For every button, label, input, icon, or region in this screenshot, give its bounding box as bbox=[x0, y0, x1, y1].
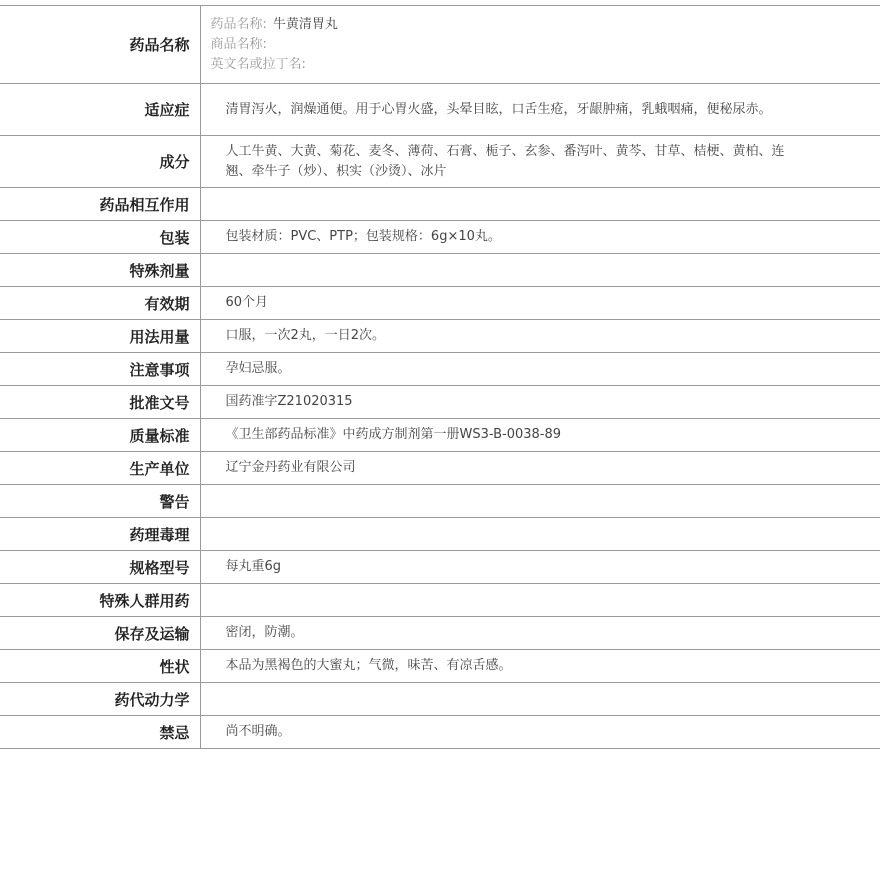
row-value: 《卫生部药品标准》中药成方制剂第一册WS3-B-0038-89 bbox=[200, 419, 880, 452]
row-label: 有效期 bbox=[0, 287, 200, 320]
row-label: 包装 bbox=[0, 221, 200, 254]
row-value bbox=[200, 584, 880, 617]
generic-name-key: 药品名称: bbox=[210, 16, 267, 32]
row-label: 成分 bbox=[0, 136, 200, 188]
row-storage bbox=[0, 617, 880, 650]
row-label: 用法用量 bbox=[0, 320, 200, 353]
row-label: 性状 bbox=[0, 650, 200, 683]
row-label: 特殊剂量 bbox=[0, 254, 200, 287]
row-pharmacokinetics bbox=[0, 683, 880, 716]
row-special-dosage bbox=[0, 254, 880, 287]
row-value: 包装材质：PVC、PTP；包装规格：6g×10丸。 bbox=[200, 221, 880, 254]
row-approval-number bbox=[0, 386, 880, 419]
row-pharmacology bbox=[0, 518, 880, 551]
row-value: 清胃泻火，润燥通便。用于心胃火盛，头晕目眩，口舌生疮，牙龈肿痛，乳蛾咽痛，便秘尿赤。 bbox=[200, 84, 880, 136]
row-contraindications bbox=[0, 716, 880, 749]
row-value bbox=[200, 254, 880, 287]
row-specification bbox=[0, 551, 880, 584]
row-value bbox=[200, 188, 880, 221]
drug-names-cell bbox=[200, 6, 880, 84]
row-label: 药代动力学 bbox=[0, 683, 200, 716]
row-interactions bbox=[0, 188, 880, 221]
row-value: 人工牛黄、大黄、菊花、麦冬、薄荷、石膏、栀子、玄参、番泻叶、黄芩、甘草、桔梗、黄柏、连翘、牵牛子（炒）、枳实（沙烫）、冰片 bbox=[200, 136, 880, 188]
row-value: 尚不明确。 bbox=[200, 716, 880, 749]
generic-name-line bbox=[211, 15, 791, 35]
row-value: 辽宁金丹药业有限公司 bbox=[200, 452, 880, 485]
row-warning bbox=[0, 485, 880, 518]
row-label: 批准文号 bbox=[0, 386, 200, 419]
row-value: 60个月 bbox=[200, 287, 880, 320]
english-name-line bbox=[211, 55, 791, 75]
row-value: 密闭，防潮。 bbox=[200, 617, 880, 650]
row-label: 禁忌 bbox=[0, 716, 200, 749]
row-shelf-life bbox=[0, 287, 880, 320]
row-value: 每丸重6g bbox=[200, 551, 880, 584]
row-value bbox=[200, 683, 880, 716]
row-value: 本品为黑褐色的大蜜丸；气微，味苦、有凉舌感。 bbox=[200, 650, 880, 683]
row-label: 警告 bbox=[0, 485, 200, 518]
row-label: 保存及运输 bbox=[0, 617, 200, 650]
row-value: 孕妇忌服。 bbox=[200, 353, 880, 386]
trade-name-key: 商品名称: bbox=[210, 36, 267, 52]
row-label: 适应症 bbox=[0, 84, 200, 136]
row-precautions bbox=[0, 353, 880, 386]
generic-name-value: 牛黄清胃丸 bbox=[272, 16, 338, 32]
row-drug-names bbox=[0, 6, 880, 84]
row-label: 注意事项 bbox=[0, 353, 200, 386]
row-quality-standard bbox=[0, 419, 880, 452]
drug-info-table bbox=[0, 5, 880, 749]
row-ingredients bbox=[0, 136, 880, 188]
row-label: 生产单位 bbox=[0, 452, 200, 485]
row-indications bbox=[0, 84, 880, 136]
row-label: 药品相互作用 bbox=[0, 188, 200, 221]
row-manufacturer bbox=[0, 452, 880, 485]
trade-name-line bbox=[211, 35, 791, 55]
row-dosage bbox=[0, 320, 880, 353]
row-label: 药理毒理 bbox=[0, 518, 200, 551]
row-label: 规格型号 bbox=[0, 551, 200, 584]
row-value: 口服，一次2丸，一日2次。 bbox=[200, 320, 880, 353]
english-name-key: 英文名或拉丁名: bbox=[210, 56, 306, 72]
row-value bbox=[200, 518, 880, 551]
row-description bbox=[0, 650, 880, 683]
row-label: 特殊人群用药 bbox=[0, 584, 200, 617]
row-packaging bbox=[0, 221, 880, 254]
row-value: 国药准字Z21020315 bbox=[200, 386, 880, 419]
row-special-populations bbox=[0, 584, 880, 617]
row-value bbox=[200, 485, 880, 518]
row-label: 质量标准 bbox=[0, 419, 200, 452]
row-label: 药品名称 bbox=[0, 6, 200, 84]
